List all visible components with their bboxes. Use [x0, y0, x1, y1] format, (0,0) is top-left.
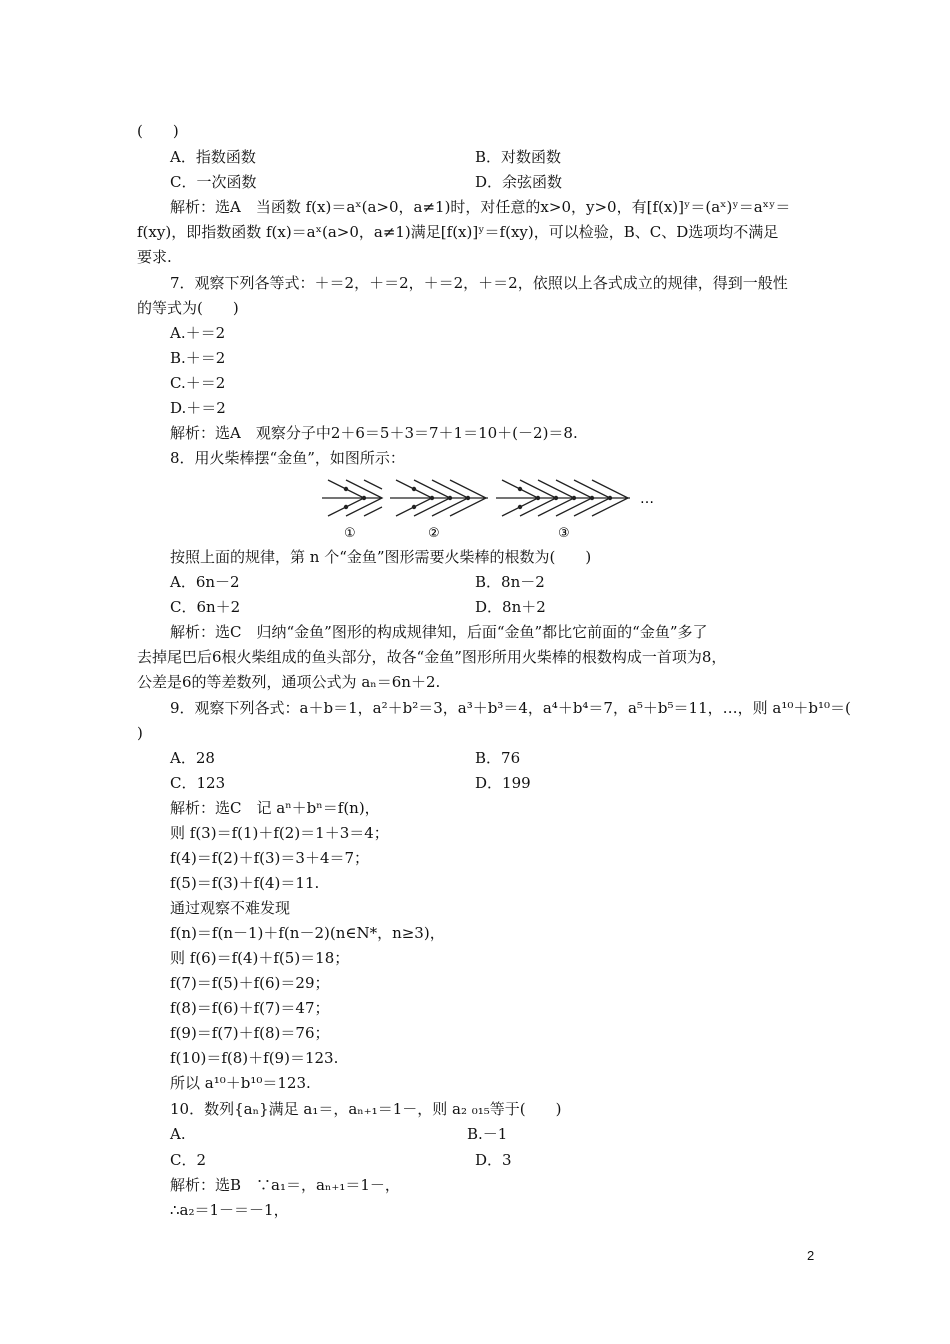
q9-solution-line9: f(8)＝f(6)＋f(7)＝47； [170, 999, 330, 1017]
q6-solution-line1: 解析：选A 当函数 f(x)＝aˣ(a>0，a≠1)时，对任意的x>0，y>0，有[f(x)]ʸ＝(aˣ)ʸ＝aˣʸ＝ [170, 198, 791, 216]
q6-option-c: C．一次函数 [170, 173, 257, 191]
q6-option-a: A．指数函数 [170, 148, 256, 166]
q7-option-d: D.＋＝2 [170, 399, 226, 417]
q7-option-c: C.＋＝2 [170, 374, 226, 392]
q9-solution-line10: f(9)＝f(7)＋f(8)＝76； [170, 1024, 330, 1042]
q10-solution-line1: 解析：选B ∵a₁＝，aₙ₊₁＝1－， [170, 1176, 400, 1194]
figure-label-3: ③ [558, 526, 570, 541]
q6-solution-line3: 要求. [137, 248, 172, 266]
q6-continuation: ( ) [137, 122, 179, 140]
q10-option-d: D．3 [475, 1151, 512, 1169]
q9-option-b: B．76 [475, 749, 521, 767]
goldfish-figure-1 [322, 480, 382, 516]
figure-ellipsis: … [640, 491, 654, 507]
goldfish-figure-2 [390, 480, 488, 516]
q8-solution-line1: 解析：选C 归纳“金鱼”图形的构成规律知，后面“金鱼”都比它前面的“金鱼”多了 [170, 623, 708, 641]
q9-stem-line2: ) [137, 724, 143, 742]
q7-solution: 解析：选A 观察分子中2＋6＝5＋3＝7＋1＝10＋(－2)＝8. [170, 424, 578, 442]
q8-option-b: B．8n－2 [475, 573, 545, 591]
q9-option-d: D．199 [475, 774, 531, 792]
q6-option-d: D．余弦函数 [475, 173, 563, 191]
q10-stem: 10．数列{aₙ}满足 a₁＝，aₙ₊₁＝1－，则 a₂ ₀₁₅等于( ) [170, 1100, 562, 1118]
q8-option-d: D．8n＋2 [475, 598, 546, 616]
q9-solution-line5: 通过观察不难发现 [170, 899, 291, 917]
q6-option-b: B．对数函数 [475, 148, 562, 166]
q10-option-c: C．2 [170, 1151, 207, 1169]
q9-solution-line3: f(4)＝f(2)＋f(3)＝3＋4＝7； [170, 849, 370, 867]
q8-question: 按照上面的规律，第 n 个“金鱼”图形需要火柴棒的根数为( ) [170, 548, 592, 566]
q10-option-a: A. [170, 1125, 186, 1143]
q8-option-a: A．6n－2 [170, 573, 240, 591]
q9-solution-line4: f(5)＝f(3)＋f(4)＝11. [170, 874, 320, 892]
q10-solution-line2: ∴a₂＝1－＝－1， [170, 1201, 289, 1219]
q9-solution-line2: 则 f(3)＝f(1)＋f(2)＝1＋3＝4； [170, 824, 389, 842]
q6-solution-line2: f(xy)，即指数函数 f(x)＝aˣ(a>0，a≠1)满足[f(x)]ʸ＝f(xy)，可以检验，B、C、D选项均不满足 [137, 223, 779, 241]
figure-label-1: ① [344, 526, 356, 541]
page-number: 2 [807, 1248, 815, 1263]
q7-stem-line1: 7．观察下列各等式：＋＝2，＋＝2，＋＝2，＋＝2，依照以上各式成立的规律，得到一般性 [170, 274, 788, 292]
figure-label-2: ② [428, 526, 440, 541]
q7-option-a: A.＋＝2 [170, 324, 226, 342]
q8-option-c: C．6n＋2 [170, 598, 241, 616]
q8-stem: 8．用火柴棒摆“金鱼”，如图所示： [170, 449, 405, 467]
q7-option-b: B.＋＝2 [170, 349, 226, 367]
q8-solution-line2: 去掉尾巴后6根火柴组成的鱼头部分，故各“金鱼”图形所用火柴棒的根数构成一首项为8， [137, 648, 727, 666]
q9-solution-line11: f(10)＝f(8)＋f(9)＝123. [170, 1049, 339, 1067]
q7-stem-line2: 的等式为( ) [137, 299, 239, 317]
q9-option-a: A．28 [170, 749, 215, 767]
q9-stem-line1: 9．观察下列各式：a＋b＝1，a²＋b²＝3，a³＋b³＝4，a⁴＋b⁴＝7，a⁵＋b⁵＝11，…，则 a¹⁰＋b¹⁰＝( [170, 699, 851, 717]
goldfish-matchstick-figure [320, 477, 660, 543]
q10-option-b: B.－1 [467, 1125, 508, 1143]
q9-option-c: C．123 [170, 774, 226, 792]
q9-solution-line12: 所以 a¹⁰＋b¹⁰＝123. [170, 1074, 311, 1092]
q9-solution-line1: 解析：选C 记 aⁿ＋bⁿ＝f(n)， [170, 799, 380, 817]
q9-solution-line8: f(7)＝f(5)＋f(6)＝29； [170, 974, 330, 992]
q9-solution-line7: 则 f(6)＝f(4)＋f(5)＝18； [170, 949, 350, 967]
q9-solution-line6: f(n)＝f(n－1)＋f(n－2)(n∈N*，n≥3)， [170, 924, 445, 942]
q8-solution-line3: 公差是6的等差数列，通项公式为 aₙ＝6n＋2. [137, 673, 441, 691]
